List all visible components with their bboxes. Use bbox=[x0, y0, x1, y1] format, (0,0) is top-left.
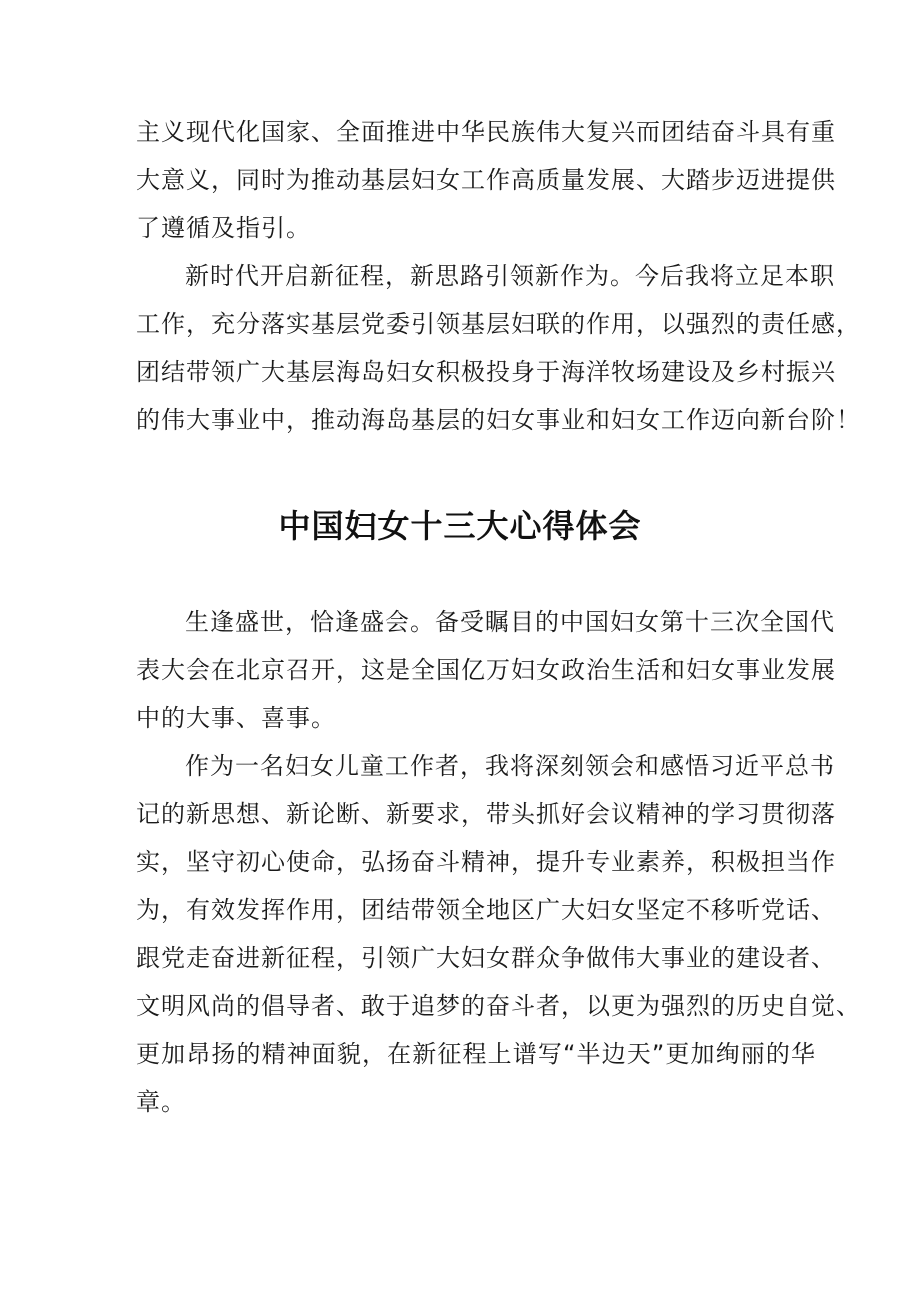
text-line: 了遵循及指引。 bbox=[136, 214, 311, 242]
text-line: 中的大事、喜事。 bbox=[136, 704, 336, 732]
page-title: 中国妇女十三大心得体会 bbox=[278, 507, 642, 545]
text-line: 工作，充分落实基层党委引领基层妇联的作用，以强烈的责任感， bbox=[136, 310, 861, 338]
text-line: 更加昂扬的精神面貌，在新征程上谱写“半边天”更加绚丽的华 bbox=[136, 1040, 816, 1068]
text-line: 大意义，同时为推动基层妇女工作高质量发展、大踏步迈进提供 bbox=[136, 166, 836, 194]
text-line: 为，有效发挥作用，团结带领全地区广大妇女坚定不移听党话、 bbox=[136, 896, 836, 924]
text-line: 生逢盛世，恰逢盛会。备受瞩目的中国妇女第十三次全国代 bbox=[185, 608, 835, 636]
text-line: 表大会在北京召开，这是全国亿万妇女政治生活和妇女事业发展 bbox=[136, 656, 836, 684]
text-line: 文明风尚的倡导者、敢于追梦的奋斗者，以更为强烈的历史自觉、 bbox=[136, 992, 861, 1020]
text-line: 跟党走奋进新征程，引领广大妇女群众争做伟大事业的建设者、 bbox=[136, 944, 836, 972]
text-line: 主义现代化国家、全面推进中华民族伟大复兴而团结奋斗具有重 bbox=[136, 118, 836, 146]
text-line: 章。 bbox=[136, 1088, 186, 1116]
text-line: 的伟大事业中，推动海岛基层的妇女事业和妇女工作迈向新台阶！ bbox=[136, 406, 861, 434]
text-line: 新时代开启新征程，新思路引领新作为。今后我将立足本职 bbox=[185, 262, 835, 290]
text-line: 作为一名妇女儿童工作者，我将深刻领会和感悟习近平总书 bbox=[185, 752, 835, 780]
text-line: 团结带领广大基层海岛妇女积极投身于海洋牧场建设及乡村振兴 bbox=[136, 358, 836, 386]
text-line: 记的新思想、新论断、新要求，带头抓好会议精神的学习贯彻落 bbox=[136, 800, 836, 828]
text-line: 实，坚守初心使命，弘扬奋斗精神，提升专业素养，积极担当作 bbox=[136, 848, 836, 876]
